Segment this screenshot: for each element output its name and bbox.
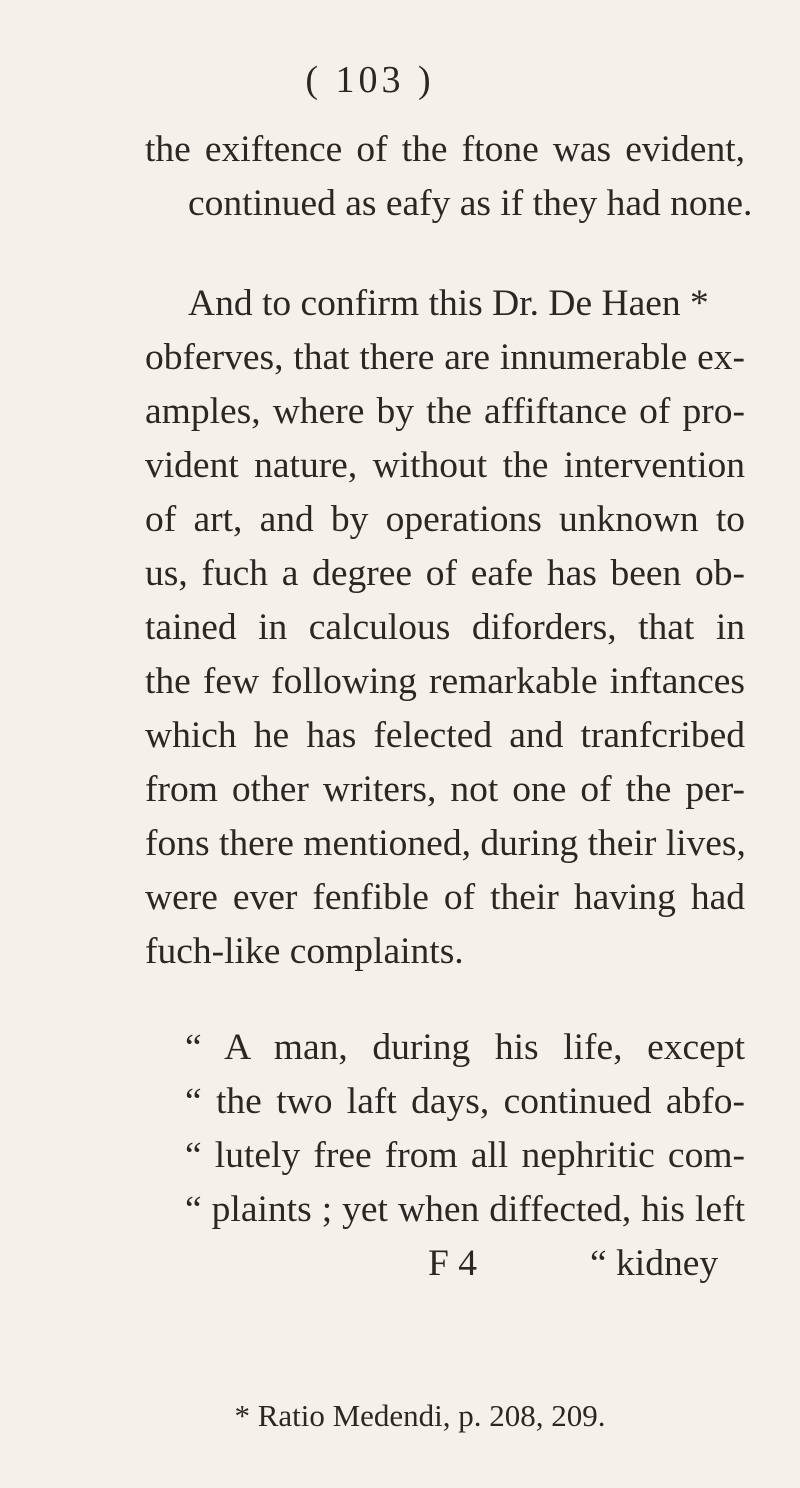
text-line: amples, where by the affiftance of pro- bbox=[145, 391, 745, 432]
text-line: continued as eafy as if they had none. bbox=[188, 183, 753, 224]
quote-line: “ lutely free from all nephritic com- bbox=[185, 1135, 745, 1176]
text-line: which he has felected and tranfcribed bbox=[145, 715, 745, 756]
text-line bbox=[188, 282, 709, 326]
footnote: * Ratio Medendi, p. 208, 209. bbox=[234, 1398, 606, 1433]
text-line: fons there mentioned, during their lives, bbox=[145, 823, 746, 864]
quote-line: “ the two laft days, continued abfo- bbox=[185, 1081, 745, 1122]
text-line-part: And to confirm this Dr. De Haen * bbox=[188, 283, 709, 324]
catchword: “ kidney bbox=[590, 1243, 719, 1284]
signature-mark: F 4 bbox=[428, 1243, 477, 1284]
text-line: from other writers, not one of the per- bbox=[145, 769, 745, 810]
text-line: the few following remarkable inftances bbox=[145, 661, 745, 702]
text-line: fuch-like complaints. bbox=[145, 931, 464, 972]
text-line: tained in calculous diforders, that in bbox=[145, 607, 745, 648]
quote-line: “ A man, during his life, except bbox=[185, 1027, 745, 1068]
text-line: us, fuch a degree of eafe has been ob- bbox=[145, 553, 745, 594]
page-number: ( 103 ) bbox=[305, 59, 435, 101]
text-line: were ever fenfible of their having had bbox=[145, 877, 745, 918]
text-line: obferves, that there are innumerable ex- bbox=[145, 337, 745, 378]
text-line: vident nature, without the intervention bbox=[145, 445, 745, 486]
text-line: of art, and by operations unknown to bbox=[145, 499, 745, 540]
quote-line: “ plaints ; yet when diffected, his left bbox=[185, 1189, 745, 1230]
text-line: the exiftence of the ftone was evident, bbox=[145, 129, 745, 170]
